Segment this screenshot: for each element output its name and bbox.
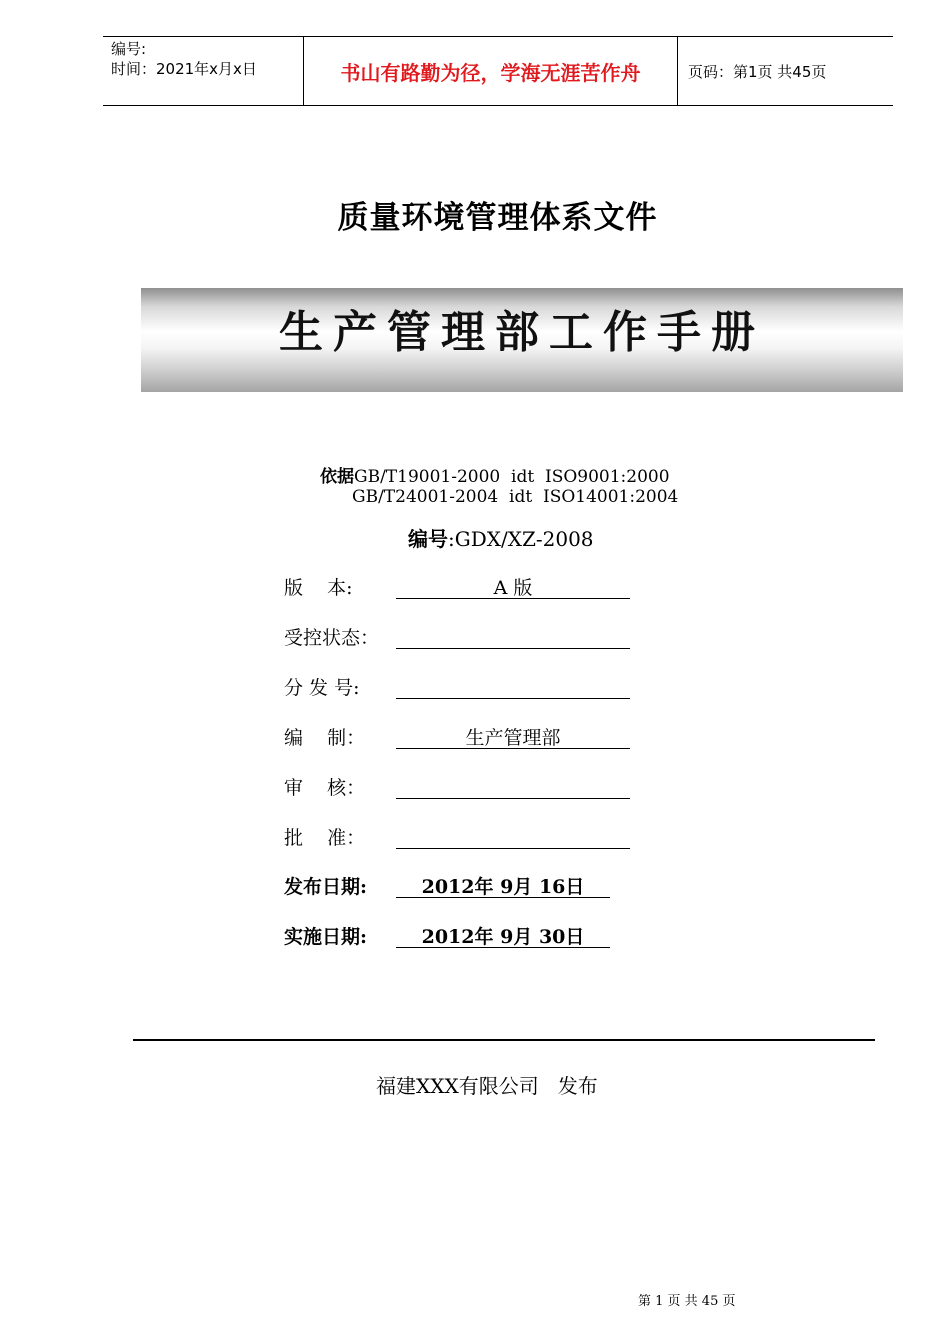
field-label: 受控状态： — [284, 627, 380, 649]
field-reviewed-by — [284, 773, 634, 801]
doc-number-label: 编号 — [408, 527, 448, 551]
document-title: 质量环境管理体系文件 — [337, 200, 658, 236]
field-label: 版 本: — [284, 577, 353, 599]
field-release-date — [284, 872, 634, 900]
field-distribution-number — [284, 673, 634, 701]
field-label: 审 核： — [284, 777, 366, 799]
underline — [396, 947, 610, 948]
underline — [396, 848, 630, 849]
field-version — [284, 573, 634, 601]
document-number — [408, 523, 594, 552]
underline — [396, 698, 630, 699]
underline — [396, 897, 610, 898]
field-prepared-by — [284, 723, 634, 751]
title-banner — [141, 288, 903, 392]
page-info: 页码：第1页 共45页 — [688, 62, 827, 81]
publisher: 福建XXX有限公司 发布 — [376, 1074, 598, 1098]
date-value: 2012年 9月 16日 — [421, 876, 585, 898]
field-effective-date — [284, 922, 634, 950]
motto: 书山有路勤为径，学海无涯苦作舟 — [304, 37, 678, 105]
field-value: A 版 — [493, 577, 533, 599]
header-meta-cell — [103, 37, 304, 105]
field-label: 分 发 号: — [284, 677, 360, 699]
basis-line-1 — [320, 462, 670, 487]
field-label: 批 准： — [284, 827, 366, 849]
date-label: 发布日期: — [284, 876, 368, 898]
banner-title: 生产管理部工作手册 — [279, 307, 765, 358]
basis-line-2: GB/T24001-2004 idt ISO14001:2004 — [352, 487, 679, 507]
basis-standard-1: GB/T19001-2000 idt ISO9001:2000 — [354, 467, 670, 487]
date-label: 实施日期: — [284, 926, 368, 948]
underline — [396, 648, 630, 649]
underline — [396, 798, 630, 799]
field-control-status — [284, 623, 634, 651]
doc-number-value: :GDX/XZ-2008 — [448, 527, 594, 551]
field-value: 生产管理部 — [465, 727, 561, 749]
date-value: 2012年 9月 30日 — [421, 926, 585, 948]
number-label: 编号: — [111, 40, 147, 58]
time-label: 时间：2021年x月x日 — [111, 60, 257, 78]
divider-rule — [133, 1039, 875, 1041]
underline — [396, 598, 630, 599]
underline — [396, 748, 630, 749]
basis-prefix: 依据 — [320, 467, 354, 487]
header-table — [103, 36, 893, 106]
page-footer: 第 1 页 共 45 页 — [638, 1294, 736, 1309]
field-approved-by — [284, 823, 634, 851]
field-label: 编 制： — [284, 727, 366, 749]
